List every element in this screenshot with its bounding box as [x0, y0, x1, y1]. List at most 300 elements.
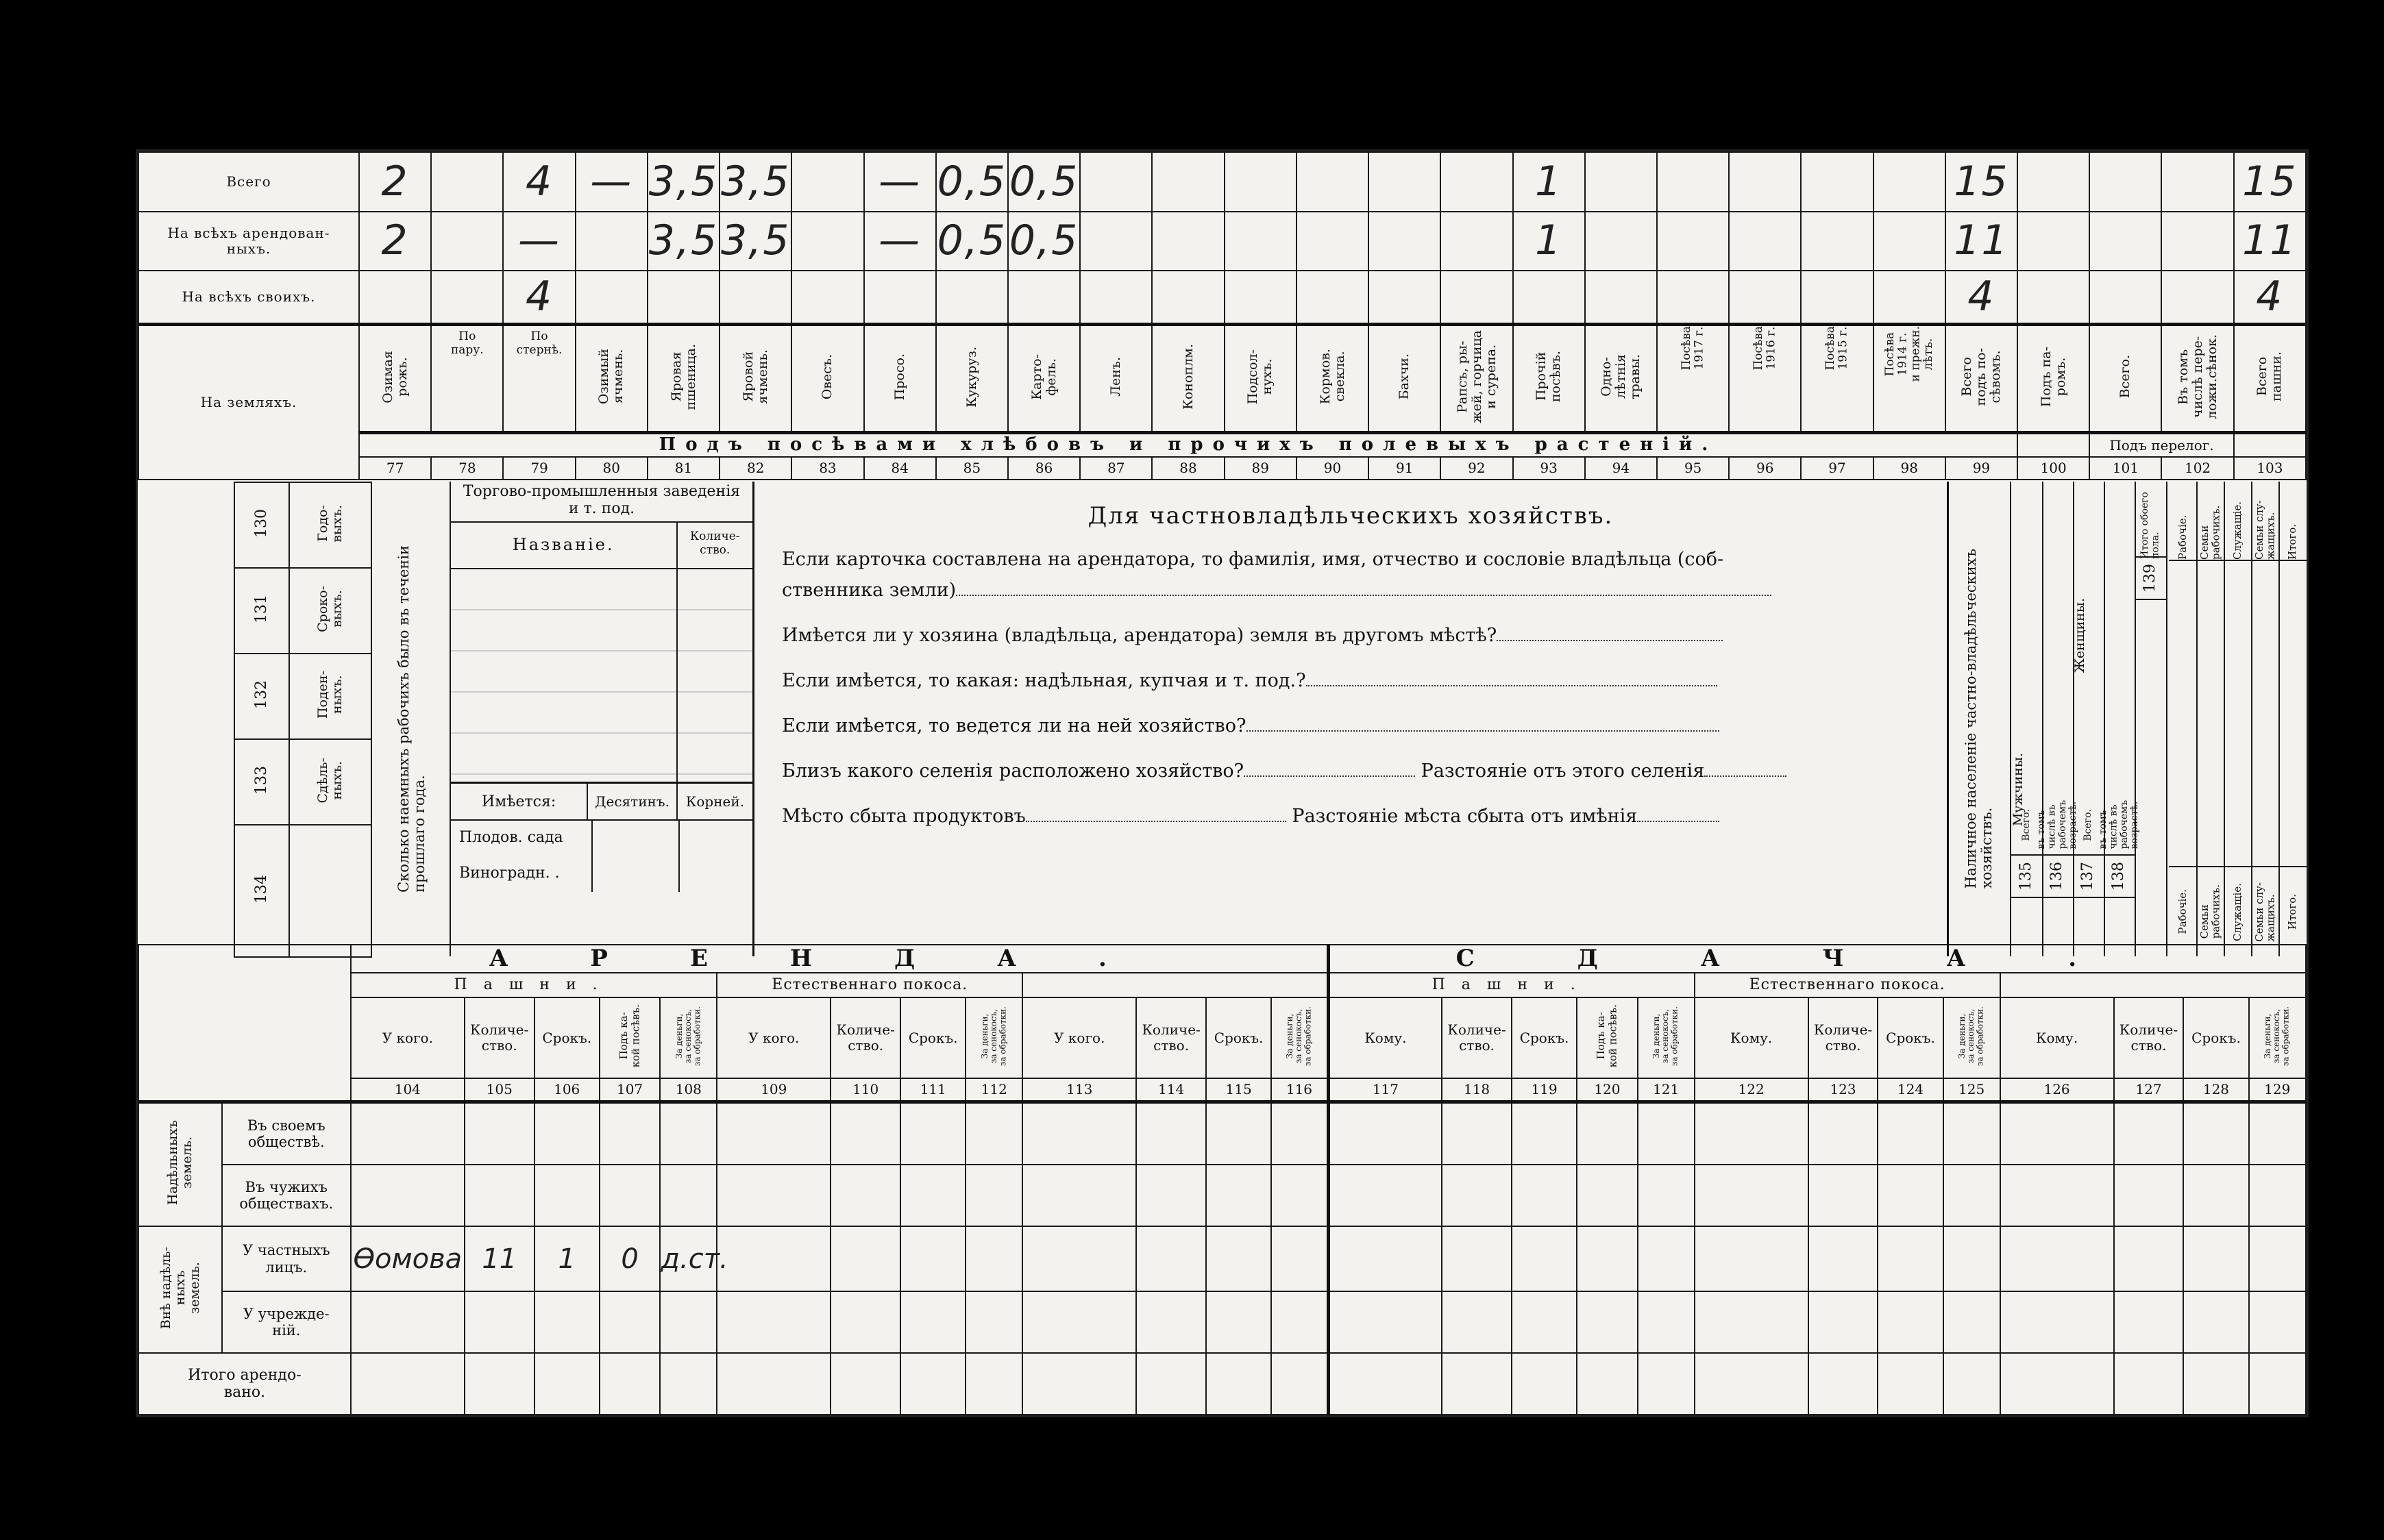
lease-cell-107[interactable] — [600, 1226, 661, 1291]
crop-cell-77[interactable] — [359, 212, 431, 271]
worker-row — [234, 825, 371, 957]
crop-cell-86[interactable] — [1008, 212, 1080, 271]
lease-cell-113[interactable] — [1022, 1226, 1136, 1291]
pop-category-col[interactable] — [2224, 482, 2252, 956]
lease-cell-116[interactable] — [1271, 1226, 1328, 1291]
lease-cell-108[interactable] — [660, 1165, 717, 1226]
worker-row — [234, 482, 371, 568]
lease-cell-129[interactable] — [2249, 1165, 2306, 1226]
crop-cell-80[interactable] — [576, 152, 648, 212]
crop-header-81 — [648, 325, 720, 433]
lease-cell-115[interactable] — [1206, 1226, 1271, 1291]
crop-cell-87[interactable] — [1080, 212, 1152, 271]
worker-number — [234, 825, 289, 957]
crop-cell-96[interactable] — [1729, 212, 1801, 271]
lease-cell-119[interactable] — [1512, 1165, 1577, 1226]
form-q1b: ственника земли) — [782, 580, 957, 601]
lease-cell-105[interactable] — [465, 1102, 534, 1165]
lease-cell-110[interactable] — [831, 1226, 900, 1291]
lease-cell-121[interactable] — [1638, 1165, 1695, 1226]
row-label: Всего — [138, 152, 359, 212]
pop-category-col[interactable] — [2196, 482, 2225, 956]
lease-cell-119[interactable] — [1512, 1291, 1577, 1353]
lease-cell-106[interactable] — [534, 1353, 600, 1415]
crop-cell-85[interactable] — [936, 212, 1008, 271]
pop-col-header — [2097, 794, 2140, 856]
lease-cell-107[interactable] — [600, 1291, 661, 1353]
crop-cell-103[interactable] — [2234, 271, 2306, 324]
lease-cell-114[interactable] — [1136, 1353, 1206, 1415]
lease-cell-115[interactable] — [1206, 1165, 1271, 1226]
crop-cell-82[interactable] — [720, 212, 791, 271]
lease-cell-107[interactable] — [600, 1165, 661, 1226]
crop-cell-93[interactable] — [1513, 271, 1585, 324]
lease-cell-105[interactable] — [465, 1291, 534, 1353]
crop-cell-97[interactable] — [1801, 271, 1873, 324]
lease-cell-111[interactable] — [900, 1353, 966, 1415]
arenda-col-104 — [351, 997, 465, 1078]
crop-cell-83[interactable] — [791, 152, 863, 212]
lease-cell-116[interactable] — [1271, 1102, 1328, 1165]
lease-cell-128[interactable] — [2183, 1291, 2248, 1353]
lease-cell-112[interactable] — [966, 1226, 1022, 1291]
lease-cell-129[interactable] — [2249, 1291, 2306, 1353]
crop-cell-96[interactable] — [1729, 271, 1801, 324]
pop-col-138[interactable] — [2097, 482, 2140, 956]
lease-cell-112[interactable] — [966, 1353, 1022, 1415]
pop-col-135[interactable] — [2011, 482, 2043, 956]
crop-cell-99[interactable] — [1945, 212, 2017, 271]
form-a3[interactable] — [1306, 673, 1717, 686]
lease-cell-109[interactable] — [717, 1226, 831, 1291]
lease-cell-120[interactable] — [1577, 1226, 1638, 1291]
lease-cell-117[interactable] — [1328, 1165, 1442, 1226]
worker-type[interactable] — [289, 482, 371, 568]
crop-cell-98[interactable] — [1873, 271, 1945, 324]
worker-type[interactable] — [289, 568, 371, 654]
lease-cell-124[interactable] — [1878, 1226, 1943, 1291]
vinograd-label: Виноградн. . — [451, 856, 593, 892]
crop-cell-95[interactable] — [1657, 271, 1729, 324]
crop-cell-98[interactable] — [1873, 152, 1945, 212]
lease-cell-104[interactable] — [351, 1226, 465, 1291]
lease-cell-116[interactable] — [1271, 1165, 1328, 1226]
lease-cell-120[interactable] — [1577, 1165, 1638, 1226]
crop-cell-93[interactable] — [1513, 212, 1585, 271]
crop-cell-93[interactable] — [1513, 152, 1585, 212]
lease-header-text: За деньги, за сенокосъ, за обработки. — [1285, 1006, 1313, 1067]
crop-cell-92[interactable] — [1440, 152, 1512, 212]
crop-cell-99[interactable] — [1945, 271, 2017, 324]
crop-header-text: Ленъ. — [1108, 357, 1124, 397]
crop-header-text: Яровая пшеница. — [668, 343, 698, 410]
crop-cell-101[interactable] — [2089, 212, 2161, 271]
crop-cell-94[interactable] — [1585, 152, 1657, 212]
form-a6a[interactable] — [1026, 808, 1286, 822]
crop-cell-101[interactable] — [2089, 271, 2161, 324]
crop-cell-85[interactable] — [936, 271, 1008, 324]
lease-cell-126[interactable] — [2000, 1226, 2114, 1291]
pop-category-text: Итого. — [2286, 523, 2299, 560]
lease-cell-104[interactable] — [351, 1165, 465, 1226]
form-a2[interactable] — [1497, 628, 1723, 641]
crop-cell-77[interactable] — [359, 271, 431, 324]
lease-cell-118[interactable] — [1442, 1353, 1512, 1415]
crop-cell-84[interactable] — [864, 271, 936, 324]
crop-cell-89[interactable] — [1225, 152, 1297, 212]
crop-cell-101[interactable] — [2089, 152, 2161, 212]
lease-cell-129[interactable] — [2249, 1102, 2306, 1165]
lease-row-label: У учрежде- нiй. — [222, 1291, 351, 1353]
worker-type[interactable] — [289, 739, 371, 825]
crop-cell-78[interactable] — [431, 212, 503, 271]
crop-cell-95[interactable] — [1657, 212, 1729, 271]
crop-header-text: Одно- лѣтнiя травы. — [1598, 354, 1643, 399]
pop-col-136[interactable] — [2035, 482, 2078, 956]
lease-cell-107[interactable] — [600, 1353, 661, 1415]
trade-block — [451, 482, 754, 956]
lease-cell-117[interactable] — [1328, 1353, 1442, 1415]
crop-cell-100[interactable] — [2017, 271, 2089, 324]
lease-cell-112[interactable] — [966, 1165, 1022, 1226]
column-number: 105 — [465, 1078, 534, 1102]
lease-cell-116[interactable] — [1271, 1291, 1328, 1353]
lease-cell-121[interactable] — [1638, 1353, 1695, 1415]
crop-cell-88[interactable] — [1152, 152, 1224, 212]
crops-header-row — [138, 325, 2306, 433]
crop-cell-102[interactable] — [2161, 152, 2233, 212]
crop-cell-84[interactable] — [864, 152, 936, 212]
crop-cell-86[interactable] — [1008, 152, 1080, 212]
lease-header-text: Количе- ство. — [836, 1021, 895, 1054]
lease-header-text: Подъ ка- кой посѣвъ. — [1595, 1004, 1619, 1068]
lease-cell-120[interactable] — [1577, 1291, 1638, 1353]
lease-cell-106[interactable] — [534, 1226, 600, 1291]
form-a1[interactable] — [956, 582, 1771, 596]
lease-cell-118[interactable] — [1442, 1226, 1512, 1291]
lease-cell-120[interactable] — [1577, 1102, 1638, 1165]
lease-cell-125[interactable] — [1943, 1102, 2000, 1165]
lease-cell-127[interactable] — [2114, 1291, 2184, 1353]
lease-cell-105[interactable] — [465, 1165, 534, 1226]
crop-cell-96[interactable] — [1729, 152, 1801, 212]
pop-number-text: 137 — [2079, 862, 2097, 891]
lease-cell-122[interactable] — [1695, 1291, 1808, 1353]
lease-cell-108[interactable] — [660, 1291, 717, 1353]
lease-cell-126[interactable] — [2000, 1353, 2114, 1415]
lease-cell-118[interactable] — [1442, 1291, 1512, 1353]
crop-cell-81[interactable] — [648, 271, 720, 324]
crop-cell-83[interactable] — [791, 212, 863, 271]
handwritten-value: 4 — [525, 273, 554, 321]
lease-cell-128[interactable] — [2183, 1165, 2248, 1226]
crop-cell-79[interactable] — [503, 271, 575, 324]
lease-cell-125[interactable] — [1943, 1226, 2000, 1291]
handwritten-value: 4 — [1967, 273, 1995, 321]
worker-type[interactable] — [289, 825, 371, 957]
pop-category-text: Семьи рабочихъ. — [2198, 505, 2222, 560]
crop-header-text: Посѣва 1914 г. и прежн. лѣтъ. — [1882, 326, 1935, 382]
lease-cell-109[interactable] — [717, 1102, 831, 1165]
pop-col-137[interactable] — [2073, 482, 2105, 956]
crop-cell-90[interactable] — [1297, 152, 1368, 212]
lease-cell-113[interactable] — [1022, 1102, 1136, 1165]
lease-cell-106[interactable] — [534, 1165, 600, 1226]
sdacha-group-pokos: Естественнаго покоса. — [1695, 973, 2000, 997]
pop-category-col[interactable] — [2251, 482, 2280, 956]
crop-header-103 — [2234, 325, 2306, 433]
crop-header-text: Прочiй посѣвъ. — [1534, 351, 1564, 403]
lease-cell-112[interactable] — [966, 1102, 1022, 1165]
lease-cell-113[interactable] — [1022, 1291, 1136, 1353]
crop-cell-80[interactable] — [576, 212, 648, 271]
crop-cell-99[interactable] — [1945, 152, 2017, 212]
crop-cell-87[interactable] — [1080, 152, 1152, 212]
worker-number-text: 134 — [252, 875, 270, 904]
crop-header-77 — [359, 325, 431, 433]
pop-number-text: 138 — [2110, 862, 2128, 891]
crop-cell-84[interactable] — [864, 212, 936, 271]
lease-cell-119[interactable] — [1512, 1353, 1577, 1415]
crop-cell-85[interactable] — [936, 152, 1008, 212]
crop-cell-100[interactable] — [2017, 152, 2089, 212]
lease-cell-123[interactable] — [1808, 1226, 1878, 1291]
handwritten-value: — — [518, 216, 561, 265]
column-number: 117 — [1328, 1078, 1442, 1102]
crop-header-80 — [576, 325, 648, 433]
crop-cell-92[interactable] — [1440, 212, 1512, 271]
lease-cell-124[interactable] — [1878, 1102, 1943, 1165]
pop-group-text: Женщины. — [2072, 598, 2087, 673]
lease-cell-109[interactable] — [717, 1165, 831, 1226]
column-number: 102 — [2161, 457, 2233, 480]
lease-cell-111[interactable] — [900, 1291, 966, 1353]
crop-cell-88[interactable] — [1152, 212, 1224, 271]
lease-cell-110[interactable] — [831, 1165, 900, 1226]
lease-cell-118[interactable] — [1442, 1165, 1512, 1226]
lease-cell-118[interactable] — [1442, 1102, 1512, 1165]
lease-cell-108[interactable] — [660, 1226, 728, 1291]
lease-cell-110[interactable] — [831, 1102, 900, 1165]
lease-cell-111[interactable] — [900, 1226, 966, 1291]
lease-header-text: У кого. — [1054, 1029, 1105, 1046]
pop-category-bottom — [2169, 866, 2196, 956]
handwritten-value: 2 — [381, 216, 409, 265]
lease-cell-114[interactable] — [1136, 1226, 1206, 1291]
lease-cell-126[interactable] — [2000, 1291, 2114, 1353]
lease-cell-127[interactable] — [2114, 1226, 2184, 1291]
crop-cell-103[interactable] — [2234, 212, 2306, 271]
column-number: 97 — [1801, 457, 1873, 480]
crop-header-79 — [503, 325, 575, 433]
lease-cell-128[interactable] — [2183, 1226, 2248, 1291]
column-number: 90 — [1297, 457, 1368, 480]
lease-cell-113[interactable] — [1022, 1353, 1136, 1415]
lease-cell-117[interactable] — [1328, 1102, 1442, 1165]
lease-cell-116[interactable] — [1271, 1353, 1328, 1415]
crop-cell-78[interactable] — [431, 271, 503, 324]
lease-cell-129[interactable] — [2249, 1226, 2306, 1291]
crop-header-text: Озимый ячмень. — [596, 349, 626, 405]
lease-cell-123[interactable] — [1808, 1165, 1878, 1226]
form-a4[interactable] — [1246, 718, 1719, 732]
lease-cell-126[interactable] — [2000, 1102, 2114, 1165]
crop-cell-87[interactable] — [1080, 271, 1152, 324]
lease-cell-124[interactable] — [1878, 1165, 1943, 1226]
lease-cell-129[interactable] — [2249, 1353, 2306, 1415]
lease-cell-114[interactable] — [1136, 1102, 1206, 1165]
crop-cell-90[interactable] — [1297, 212, 1368, 271]
form-a5b[interactable] — [1704, 763, 1786, 777]
imeetsya-label: Имѣется: — [451, 784, 588, 819]
lease-cell-125[interactable] — [1943, 1353, 2000, 1415]
lease-cell-110[interactable] — [831, 1353, 900, 1415]
lease-cell-125[interactable] — [1943, 1291, 2000, 1353]
crop-cell-78[interactable] — [431, 152, 503, 212]
lease-cell-127[interactable] — [2114, 1353, 2184, 1415]
crop-cell-95[interactable] — [1657, 152, 1729, 212]
form-a5a[interactable] — [1244, 763, 1415, 777]
handwritten-value: 11 — [2242, 216, 2298, 265]
worker-number-text: 131 — [252, 595, 270, 623]
lease-cell-110[interactable] — [831, 1291, 900, 1353]
pop-col-139[interactable] — [2135, 482, 2167, 956]
crop-cell-89[interactable] — [1225, 212, 1297, 271]
lease-cell-115[interactable] — [1206, 1353, 1271, 1415]
crop-cell-80[interactable] — [576, 271, 648, 324]
lease-cell-109[interactable] — [717, 1291, 831, 1353]
lease-cell-122[interactable] — [1695, 1226, 1808, 1291]
lease-header-text: Количе- ство. — [1142, 1021, 1201, 1054]
crop-cell-83[interactable] — [791, 271, 863, 324]
lease-header-text: За деньги, за сенокосъ, за обработки. — [2263, 1006, 2291, 1067]
lease-cell-104[interactable] — [351, 1102, 465, 1165]
form-q4: Если имѣется, то ведется ли на ней хозяйство? — [782, 715, 1246, 736]
lease-cell-124[interactable] — [1878, 1353, 1943, 1415]
lease-cell-125[interactable] — [1943, 1165, 2000, 1226]
crop-cell-82[interactable] — [720, 152, 791, 212]
lease-cell-121[interactable] — [1638, 1226, 1695, 1291]
lease-cell-123[interactable] — [1808, 1353, 1878, 1415]
lease-cell-124[interactable] — [1878, 1291, 1943, 1353]
crop-cell-97[interactable] — [1801, 152, 1873, 212]
pop-category-top — [2196, 484, 2224, 561]
lease-cell-105[interactable] — [465, 1353, 534, 1415]
column-number: 99 — [1945, 457, 2017, 480]
crop-cell-100[interactable] — [2017, 212, 2089, 271]
lease-cell-104[interactable] — [351, 1353, 465, 1415]
lease-cell-121[interactable] — [1638, 1291, 1695, 1353]
lease-cell-126[interactable] — [2000, 1165, 2114, 1226]
worker-type[interactable] — [289, 654, 371, 739]
crop-header-90 — [1297, 325, 1368, 433]
crop-cell-97[interactable] — [1801, 212, 1873, 271]
pop-category-col[interactable] — [2278, 482, 2307, 956]
crop-cell-81[interactable] — [648, 212, 720, 271]
crop-cell-90[interactable] — [1297, 271, 1368, 324]
lease-cell-122[interactable] — [1695, 1165, 1808, 1226]
crop-cell-91[interactable] — [1368, 212, 1440, 271]
crop-cell-102[interactable] — [2161, 212, 2233, 271]
trade-col-name: Названiе. — [451, 523, 678, 568]
lease-header-text: Кому. — [1730, 1029, 1773, 1046]
lease-cell-109[interactable] — [717, 1353, 831, 1415]
arenda-col-116 — [1271, 997, 1328, 1078]
crop-cell-92[interactable] — [1440, 271, 1512, 324]
crop-cell-81[interactable] — [648, 152, 720, 212]
crop-cell-77[interactable] — [359, 152, 431, 212]
crop-cell-91[interactable] — [1368, 152, 1440, 212]
lease-cell-120[interactable] — [1577, 1353, 1638, 1415]
lease-cell-127[interactable] — [2114, 1102, 2184, 1165]
handwritten-value: 3,5 — [648, 216, 719, 265]
lease-cell-104[interactable] — [351, 1291, 465, 1353]
crop-cell-79[interactable] — [503, 212, 575, 271]
crop-cell-102[interactable] — [2161, 271, 2233, 324]
lease-cell-122[interactable] — [1695, 1353, 1808, 1415]
lease-cell-117[interactable] — [1328, 1291, 1442, 1353]
lease-cell-122[interactable] — [1695, 1102, 1808, 1165]
pod-posevami-banner — [359, 432, 2017, 457]
crop-cell-82[interactable] — [720, 271, 791, 324]
crop-cell-89[interactable] — [1225, 271, 1297, 324]
lease-cell-108[interactable] — [660, 1353, 717, 1415]
lease-cell-128[interactable] — [2183, 1353, 2248, 1415]
crop-cell-94[interactable] — [1585, 271, 1657, 324]
crop-cell-91[interactable] — [1368, 271, 1440, 324]
lease-cell-119[interactable] — [1512, 1102, 1577, 1165]
crop-header-100 — [2017, 325, 2089, 433]
worker-number-text: 133 — [252, 766, 270, 795]
lease-header-text: Срокъ. — [1886, 1029, 1935, 1046]
crop-cell-79[interactable] — [503, 152, 575, 212]
column-number: 109 — [717, 1078, 831, 1102]
lease-cell-106[interactable] — [534, 1291, 600, 1353]
column-number: 119 — [1512, 1078, 1577, 1102]
crop-cell-94[interactable] — [1585, 212, 1657, 271]
crop-cell-103[interactable] — [2234, 152, 2306, 212]
lease-cell-119[interactable] — [1512, 1226, 1577, 1291]
crop-cell-98[interactable] — [1873, 212, 1945, 271]
lease-cell-111[interactable] — [900, 1102, 966, 1165]
lease-cell-112[interactable] — [966, 1291, 1022, 1353]
lease-cell-114[interactable] — [1136, 1165, 1206, 1226]
crop-cell-88[interactable] — [1152, 271, 1224, 324]
lease-cell-121[interactable] — [1638, 1102, 1695, 1165]
lease-cell-123[interactable] — [1808, 1102, 1878, 1165]
lease-cell-113[interactable] — [1022, 1165, 1136, 1226]
lease-cell-115[interactable] — [1206, 1102, 1271, 1165]
lease-cell-111[interactable] — [900, 1165, 966, 1226]
lease-cell-128[interactable] — [2183, 1102, 2248, 1165]
pop-category-col[interactable] — [2169, 482, 2198, 956]
lease-cell-107[interactable] — [600, 1102, 661, 1165]
lease-cell-108[interactable] — [660, 1102, 717, 1165]
arenda-col-108 — [660, 997, 717, 1078]
lease-cell-114[interactable] — [1136, 1291, 1206, 1353]
lease-cell-115[interactable] — [1206, 1291, 1271, 1353]
lease-cell-106[interactable] — [534, 1102, 600, 1165]
lease-cell-117[interactable] — [1328, 1226, 1442, 1291]
form-a6b[interactable] — [1637, 808, 1719, 822]
lease-cell-105[interactable] — [465, 1226, 534, 1291]
crop-cell-86[interactable] — [1008, 271, 1080, 324]
lease-cell-123[interactable] — [1808, 1291, 1878, 1353]
lease-cell-127[interactable] — [2114, 1165, 2184, 1226]
crop-header-text: По пару. — [450, 330, 484, 357]
lease-header-text: Срокъ. — [908, 1029, 958, 1046]
workers-title-text: Сколько наемныхъ рабочихъ было въ теченiи прошлаго года. — [395, 545, 428, 893]
